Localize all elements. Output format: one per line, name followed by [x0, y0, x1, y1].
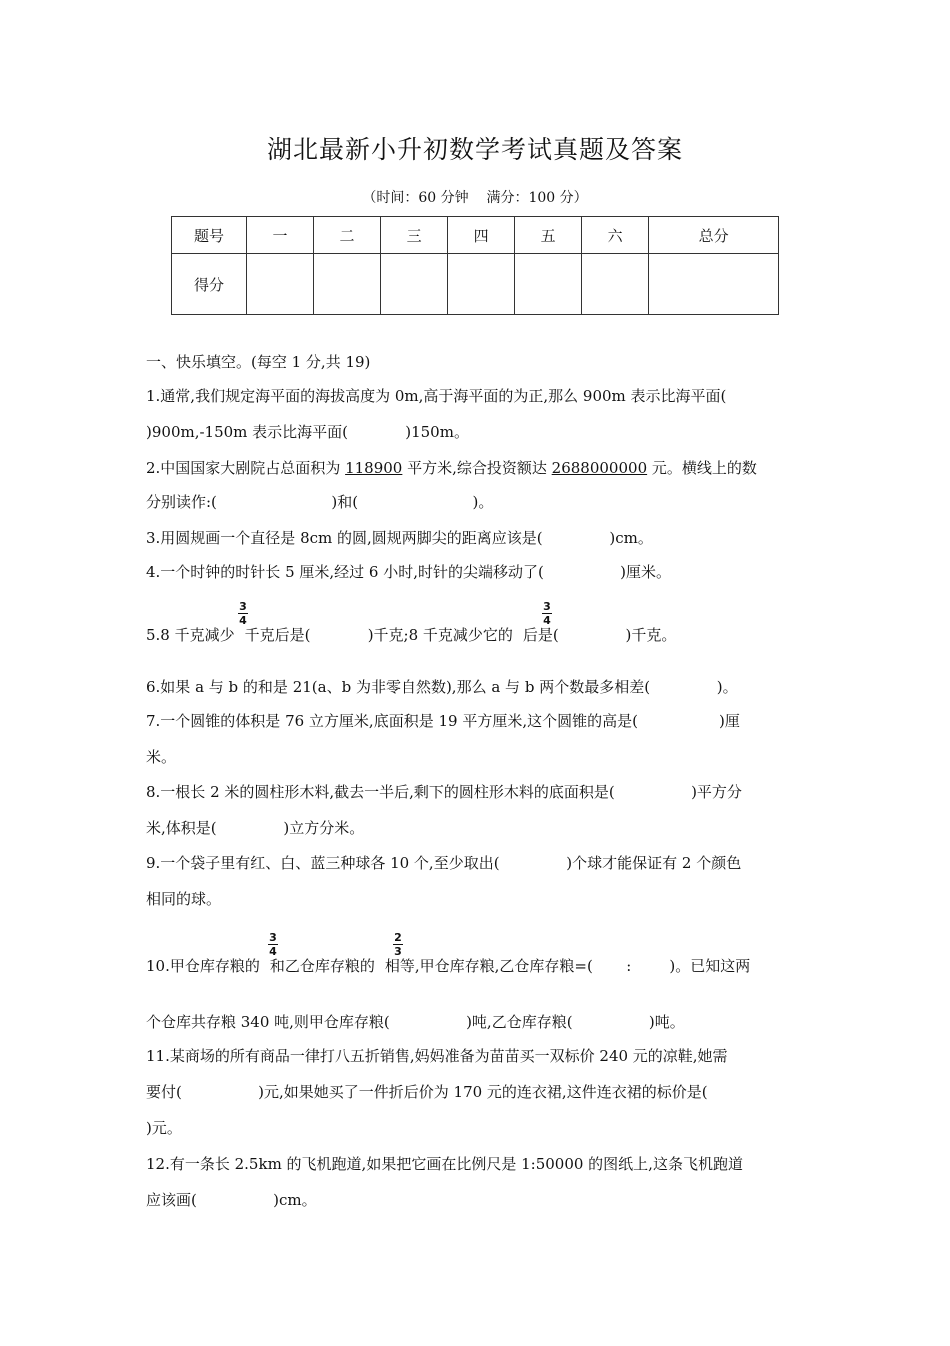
row-label-cell: 得分 [172, 254, 247, 315]
score-table [171, 216, 779, 315]
question-1-line-2: )900m,-150m 表示比海平面( )150m。 [146, 423, 469, 441]
header-cell: 题号 [172, 217, 247, 254]
question-7-line-2: 米。 [146, 748, 177, 766]
question-4: 4.一个时钟的时针长 5 厘米,经过 6 小时,时针的尖端移动了( )厘米。 [146, 563, 672, 581]
question-11-line-3: )元。 [146, 1119, 182, 1137]
fraction-denominator: 4 [269, 945, 277, 958]
header-cell: 四 [448, 217, 515, 254]
fraction-denominator: 4 [543, 614, 551, 627]
question-9-line-2: 相同的球。 [146, 890, 222, 908]
question-5-text: 后是( )千克。 [522, 626, 677, 644]
fraction [542, 601, 552, 626]
header-cell: 六 [582, 217, 649, 254]
question-11-line-1: 11.某商场的所有商品一律打八五折销售,妈妈准备为苗苗买一双标价 240 元的凉鞋,她需 [146, 1047, 728, 1065]
question-12-line-1: 12.有一条长 2.5km 的飞机跑道,如果把它画在比例尺是 1:50000 的图纸上,这条飞机跑道 [146, 1155, 743, 1173]
question-7-line-1: 7.一个圆锥的体积是 76 立方厘米,底面积是 19 平方厘米,这个圆锥的高是( )厘 [146, 712, 740, 730]
question-5-text: 5.8 千克减少 [146, 626, 235, 644]
question-1-line-1: 1.通常,我们规定海平面的海拔高度为 0m,高于海平面的为正,那么 900m 表示比海平面( [146, 387, 727, 405]
question-11-line-2: 要付( )元,如果她买了一件折后价为 170 元的连衣裙,这件连衣裙的标价是( [146, 1083, 708, 1101]
question-5-text: 千克后是( )千克;8 千克减少它的 [244, 626, 513, 644]
question-10-text: 10.甲仓库存粮的 [146, 957, 260, 975]
header-cell: 总分 [649, 217, 779, 254]
underlined-number: 2688000000 [551, 459, 648, 477]
score-cell [381, 254, 448, 315]
header-cell: 二 [314, 217, 381, 254]
score-table-header-row [172, 217, 779, 254]
question-2-line-1 [146, 458, 757, 478]
question-2-text: 2.中国国家大剧院占总面积为 [146, 459, 346, 477]
page-title: 湖北最新小升初数学考试真题及答案 [266, 135, 683, 164]
score-cell [515, 254, 582, 315]
underlined-number: 118900 [345, 459, 403, 477]
fraction-numerator: 3 [543, 600, 551, 613]
score-cell [247, 254, 314, 315]
question-9-line-1: 9.一个袋子里有红、白、蓝三种球各 10 个,至少取出( )个球才能保证有 2 个颜色 [146, 854, 742, 872]
score-cell [314, 254, 381, 315]
question-8-line-1: 8.一根长 2 米的圆柱形木料,截去一半后,剩下的圆柱形木料的底面积是( )平方分 [146, 783, 742, 801]
fraction-numerator: 2 [394, 931, 402, 944]
question-5 [146, 625, 676, 645]
question-10-line-1 [146, 956, 750, 976]
question-10-text: 相等,甲仓库存粮,乙仓库存粮=( : )。已知这两 [384, 957, 751, 975]
question-10-text: 和乙仓库存粮的 [269, 957, 375, 975]
score-cell [448, 254, 515, 315]
fraction [393, 932, 403, 957]
question-8-line-2: 米,体积是( )立方分米。 [146, 819, 365, 837]
question-2-text: 平方米,综合投资额达 [402, 459, 552, 477]
score-cell [649, 254, 779, 315]
score-table-row [172, 254, 779, 315]
fraction-denominator: 3 [394, 945, 402, 958]
score-cell [582, 254, 649, 315]
fraction-numerator: 3 [269, 931, 277, 944]
section-heading: 一、快乐填空。(每空 1 分,共 19) [146, 353, 371, 371]
header-cell: 一 [247, 217, 314, 254]
fraction [268, 932, 278, 957]
question-12-line-2: 应该画( )cm。 [146, 1191, 317, 1209]
question-2-line-2: 分别读作:( )和( )。 [146, 493, 494, 511]
header-cell: 三 [381, 217, 448, 254]
exam-info: （时间：60 分钟 满分：100 分） [362, 190, 588, 206]
header-cell: 五 [515, 217, 582, 254]
question-10-line-2: 个仓库共存粮 340 吨,则甲仓库存粮( )吨,乙仓库存粮( )吨。 [146, 1013, 685, 1031]
question-6: 6.如果 a 与 b 的和是 21(a、b 为非零自然数),那么 a 与 b 两个数最多相差( )。 [146, 678, 738, 696]
fraction [238, 601, 248, 626]
fraction-denominator: 4 [239, 614, 247, 627]
fraction-numerator: 3 [239, 600, 247, 613]
question-3: 3.用圆规画一个直径是 8cm 的圆,圆规两脚尖的距离应该是( )cm。 [146, 529, 653, 547]
question-2-text: 元。横线上的数 [647, 459, 757, 477]
